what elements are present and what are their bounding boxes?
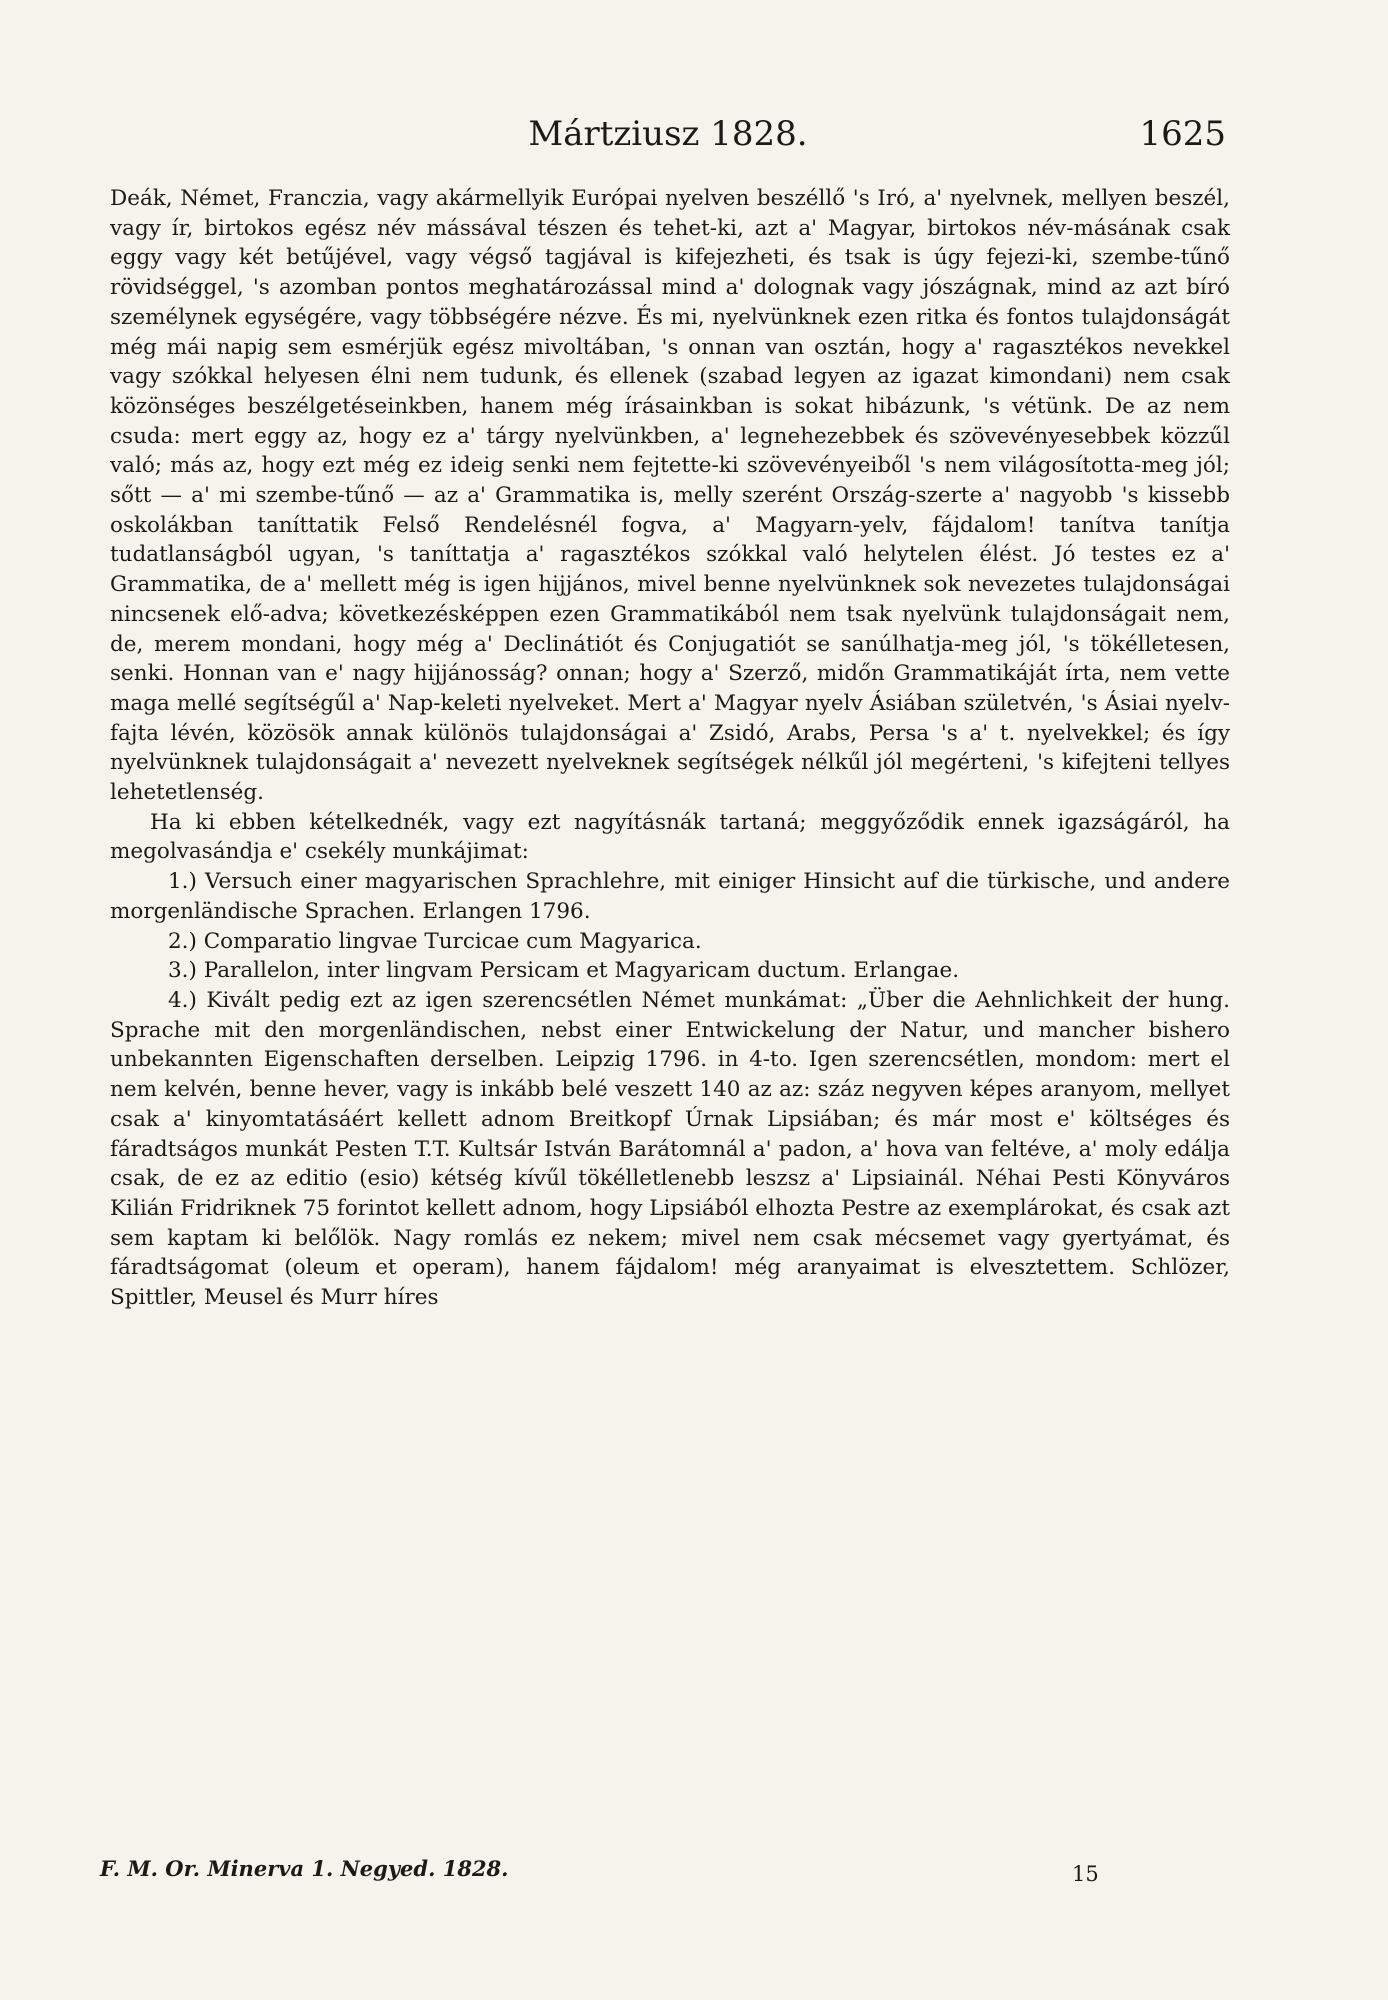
body-text [110,184,1230,1313]
paragraph-main: Deák, Német, Franczia, vagy akármellyik Európai nyelven beszéllő 's Iró, a' nyelvnek, mellyen beszél, vagy ír, birtokos egész név mássával tészen és tehet-ki, azt a' Magyar, birtokos név-másának csak eggy vagy két betűjével, vagy végső tagjával is kifejezheti, és tsak is úgy fejezi-ki, szembe-tűnő rövidséggel, 's azomban pontos meghatározással mind a' dolognak vagy jószágnak, mind az azt bíró személynek egységére, vagy többségére nézve. És mi, nyelvünknek ezen ritka és fontos tulajdonságát még mái napig sem esmérjük egész mivoltában, 's onnan van osztán, hogy a' ragasztékos nevekkel vagy szókkal helyesen élni nem tudunk, és ellenek (szabad legyen az igazat kimondani) nem csak közönséges beszélgetéseinkben, hanem még írásainkban is sokat hibázunk, 's vétünk. De az nem csuda: mert eggy az, hogy ez a' tárgy nyelvünkben, a' legnehezebbek és szövevényesebbek közzűl való; más az, hogy ezt még ez ideig senki nem fejtette-ki szövevényeiből 's nem világosította-meg jól; sőtt — a' mi szembe-tűnő — az a' Grammatika is, melly szerént Ország-szerte a' nagyobb 's kissebb oskolákban taníttatik Felső Rendelésnél fogva, a' Magyarn-yelv, fájdalom! tanítva tanítja tudatlanságból ugyan, 's taníttatja a' ragasztékos szókkal való helytelen élést. Jó testes ez a' Grammatika, de a' mellett még is igen hijjános, mivel benne nyelvünknek sok nevezetes tulajdonságai nincsenek elő-adva; következésképpen ezen Grammatikából nem tsak nyelvünk tulajdonságait nem, de, merem mondani, hogy még a' Declinátiót és Conjugatiót se sanúlhatja-meg jól, 's tökélletesen, senki. Honnan van e' nagy hijjánosság? onnan; hogy a' Szerző, midőn Grammatikáját írta, nem vette maga mellé segítségűl a' Nap-keleti nyelveket. Mert a' Magyar nyelv Ásiában születvén, 's Ásiai nyelv-fajta lévén, közösök annak különös tulajdonságai a' Zsidó, Arabs, Persa 's a' t. nyelvekkel; és így nyelvünknek tulajdonságait a' nevezett nyelveknek segítségek nélkűl jól megérteni, 's kifejteni tellyes lehetetlenség. [110,186,1230,806]
page-footer [100,1856,1100,1896]
reference-3: 3.) Parallelon, inter lingvam Persicam et Magyaricam ductum. Erlangae. [168,958,960,984]
reference-4: 4.) Kivált pedig ezt az igen szerencsétlen Német munkámat: „Über die Aehnlichkeit der hung. Sprache mit den morgenländischen, nebst einer Entwickelung der Natur, und mancher bishero unbekannten Eigenschaften derselben. Leipzig 1796. in 4-to. Igen szerencsétlen, mondom: mert el nem kelvén, benne hever, vagy is inkább belé veszett 140 az az: száz negyven képes aranyom, mellyet csak a' kinyomtatásáért kellett adnom Breitkopf Úrnak Lipsiában; és már most e' költséges és fáradtságos munkát Pesten T.T. Kultsár István Barátomnál a' padon, a' hova van feltéve, a' moly edálja csak, de ez az editio (esio) kétség kívűl tökélletlenebb leszsz a' Lipsiainál. Néhai Pesti Könyváros Kilián Fridriknek 75 forintot kellett adnom, hogy Lipsiából elhozta Pestre az exemplárokat, és csak azt sem kaptam ki belőlök. Nagy romlás ez nekem; mivel nem csak mécsemet vagy gyertyámat, és fáradtságomat (oleum et operam), hanem fájdalom! még aranyaimat is elvesztettem. Schlözer, Spittler, Meusel és Murr híres [110,987,1230,1311]
signature-line: F. M. Or. Minerva 1. Negyed. 1828. [100,1856,509,1881]
page-number: 1625 [1139,114,1226,154]
reference-2: 2.) Comparatio lingvae Turcicae cum Magyarica. [168,928,702,954]
reference-1: 1.) Versuch einer magyarischen Sprachlehre, mit einiger Hinsicht auf die türkische, und andere morgenländische Sprachen. Erlangen 1796. [110,869,1230,924]
sheet-mark: 15 [1072,1862,1099,1886]
running-title: Mártziusz 1828. [528,114,808,154]
page-header [110,114,1226,162]
paragraph-intro-references: Ha ki ebben kételkednék, vagy ezt nagyításnák tartaná; meggyőződik ennek igazságáról, ha megolvasándja e' csekély munkájimat: [110,809,1230,865]
